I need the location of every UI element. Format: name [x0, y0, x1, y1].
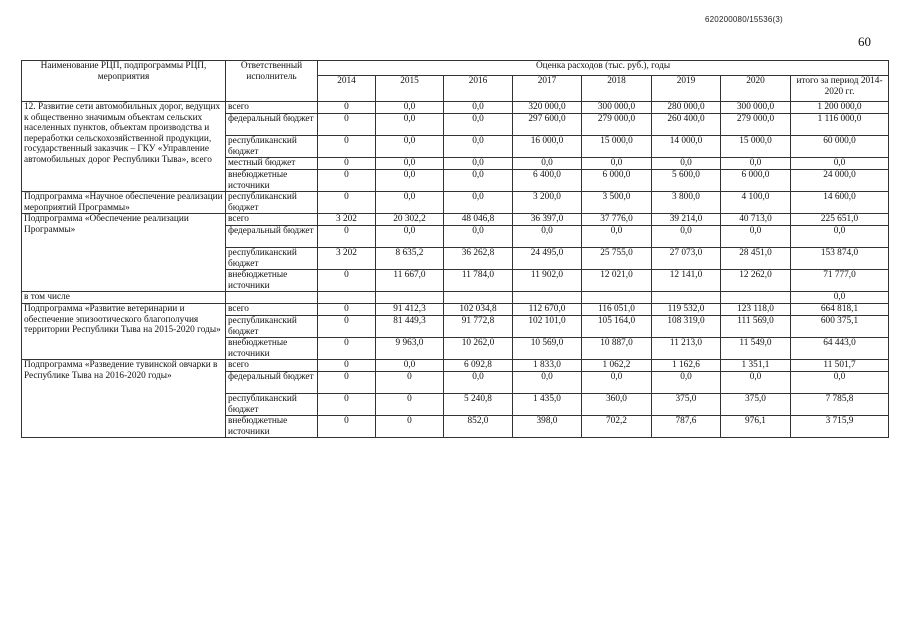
value-cell: 0,0 — [444, 158, 513, 170]
value-cell: 280 000,0 — [652, 102, 721, 114]
value-cell: 0,0 — [444, 136, 513, 158]
value-cell: 10 887,0 — [582, 338, 652, 360]
value-cell: 0 — [318, 114, 376, 136]
executor-cell: всего — [226, 102, 318, 114]
value-cell: 0 — [318, 102, 376, 114]
value-cell: 3 200,0 — [513, 192, 582, 214]
value-cell: 0 — [318, 136, 376, 158]
value-cell: 40 713,0 — [721, 214, 791, 226]
program-name: 12. Развитие сети автомобильных дорог, ведущих к общественно значимым объектам сельских населенных пунктов, объектам производства и переработки сельскохозяйственной продукции, государственный заказчик – ГКУ «Управление автомобильных дорог Республики Тыва», всего — [22, 102, 226, 192]
value-cell: 6 000,0 — [582, 170, 652, 192]
value-cell — [444, 292, 513, 304]
value-cell: 102 101,0 — [513, 316, 582, 338]
table-row — [22, 304, 889, 316]
value-cell — [318, 292, 376, 304]
value-cell: 1 435,0 — [513, 394, 582, 416]
value-cell: 0,0 — [721, 226, 791, 248]
value-cell: 11 784,0 — [444, 270, 513, 292]
value-cell: 375,0 — [652, 394, 721, 416]
header-executor: Ответственный исполнитель — [226, 61, 318, 102]
value-cell: 787,6 — [652, 416, 721, 438]
executor-cell: местный бюджет — [226, 158, 318, 170]
value-cell: 37 776,0 — [582, 214, 652, 226]
value-cell: 10 569,0 — [513, 338, 582, 360]
value-cell: 0,0 — [376, 226, 444, 248]
expenditure-table — [21, 60, 889, 438]
value-cell — [652, 292, 721, 304]
value-cell: 0,0 — [376, 192, 444, 214]
value-cell: 3 202 — [318, 214, 376, 226]
value-cell: 102 034,8 — [444, 304, 513, 316]
value-cell: 1 351,1 — [721, 360, 791, 372]
executor-cell: внебюджетные источники — [226, 170, 318, 192]
header-name: Наименование РЦП, подпрограммы РЦП, мероприятия — [22, 61, 226, 102]
value-cell: 0 — [318, 270, 376, 292]
value-cell: 0,0 — [513, 372, 582, 394]
executor-cell: республиканский бюджет — [226, 248, 318, 270]
value-cell: 28 451,0 — [721, 248, 791, 270]
header-year: 2015 — [376, 76, 444, 102]
page-number: 60 — [858, 34, 871, 49]
value-cell: 112 670,0 — [513, 304, 582, 316]
value-cell: 0,0 — [376, 158, 444, 170]
value-cell: 852,0 — [444, 416, 513, 438]
value-cell: 398,0 — [513, 416, 582, 438]
total-cell: 14 600,0 — [791, 192, 889, 214]
total-cell: 11 501,7 — [791, 360, 889, 372]
value-cell: 108 319,0 — [652, 316, 721, 338]
value-cell: 0,0 — [444, 192, 513, 214]
value-cell: 12 262,0 — [721, 270, 791, 292]
value-cell: 11 213,0 — [652, 338, 721, 360]
program-name: в том числе — [22, 292, 226, 304]
program-name: Подпрограмма «Разведение тувинской овчарки в Республике Тыва на 2016-2020 годы» — [22, 360, 226, 438]
value-cell: 0,0 — [444, 102, 513, 114]
total-cell: 600 375,1 — [791, 316, 889, 338]
value-cell: 0 — [318, 372, 376, 394]
value-cell: 3 500,0 — [582, 192, 652, 214]
value-cell: 360,0 — [582, 394, 652, 416]
value-cell: 0 — [318, 416, 376, 438]
total-cell: 0,0 — [791, 372, 889, 394]
value-cell: 0,0 — [376, 136, 444, 158]
total-cell: 225 651,0 — [791, 214, 889, 226]
value-cell: 0,0 — [444, 170, 513, 192]
value-cell: 91 772,8 — [444, 316, 513, 338]
executor-cell: федеральный бюджет — [226, 114, 318, 136]
total-cell: 71 777,0 — [791, 270, 889, 292]
value-cell: 5 240,8 — [444, 394, 513, 416]
value-cell: 3 202 — [318, 248, 376, 270]
program-name: Подпрограмма «Обеспечение реализации Программы» — [22, 214, 226, 292]
value-cell: 15 000,0 — [582, 136, 652, 158]
value-cell: 6 000,0 — [721, 170, 791, 192]
value-cell: 0,0 — [513, 226, 582, 248]
program-name: Подпрограмма «Научное обеспечение реализации мероприятий Программы» — [22, 192, 226, 214]
value-cell: 0 — [376, 416, 444, 438]
value-cell: 375,0 — [721, 394, 791, 416]
total-cell: 7 785,8 — [791, 394, 889, 416]
header-cost: Оценка расходов (тыс. руб.), годы — [318, 61, 889, 76]
header-year: 2018 — [582, 76, 652, 102]
total-cell: 1 200 000,0 — [791, 102, 889, 114]
value-cell: 11 667,0 — [376, 270, 444, 292]
executor-cell: внебюджетные источники — [226, 416, 318, 438]
table-row — [22, 360, 889, 372]
table-row — [22, 292, 889, 304]
value-cell: 81 449,3 — [376, 316, 444, 338]
value-cell: 0,0 — [444, 372, 513, 394]
value-cell: 300 000,0 — [721, 102, 791, 114]
value-cell: 0,0 — [582, 158, 652, 170]
value-cell: 6 092,8 — [444, 360, 513, 372]
value-cell — [513, 292, 582, 304]
total-cell: 664 818,1 — [791, 304, 889, 316]
total-cell: 3 715,9 — [791, 416, 889, 438]
value-cell: 0,0 — [376, 170, 444, 192]
value-cell: 39 214,0 — [652, 214, 721, 226]
executor-cell — [226, 292, 318, 304]
value-cell: 10 262,0 — [444, 338, 513, 360]
executor-cell: внебюджетные источники — [226, 338, 318, 360]
value-cell: 12 021,0 — [582, 270, 652, 292]
table-row — [22, 102, 889, 114]
value-cell: 15 000,0 — [721, 136, 791, 158]
value-cell: 0 — [318, 394, 376, 416]
value-cell: 0 — [376, 372, 444, 394]
value-cell: 36 262,8 — [444, 248, 513, 270]
value-cell: 0 — [318, 304, 376, 316]
value-cell: 116 051,0 — [582, 304, 652, 316]
executor-cell: республиканский бюджет — [226, 192, 318, 214]
executor-cell: внебюджетные источники — [226, 270, 318, 292]
value-cell: 24 495,0 — [513, 248, 582, 270]
value-cell: 25 755,0 — [582, 248, 652, 270]
value-cell: 0,0 — [376, 102, 444, 114]
value-cell: 0,0 — [652, 226, 721, 248]
value-cell: 27 073,0 — [652, 248, 721, 270]
value-cell: 0 — [318, 338, 376, 360]
executor-cell: федеральный бюджет — [226, 226, 318, 248]
value-cell: 12 141,0 — [652, 270, 721, 292]
value-cell — [376, 292, 444, 304]
value-cell: 0 — [318, 158, 376, 170]
value-cell: 4 100,0 — [721, 192, 791, 214]
value-cell: 0 — [318, 360, 376, 372]
value-cell: 0,0 — [444, 114, 513, 136]
value-cell: 279 000,0 — [721, 114, 791, 136]
value-cell: 0,0 — [652, 158, 721, 170]
value-cell: 260 400,0 — [652, 114, 721, 136]
header-total: итого за период 2014-2020 гг. — [791, 76, 889, 102]
value-cell — [582, 292, 652, 304]
value-cell: 105 164,0 — [582, 316, 652, 338]
table-body — [22, 102, 889, 438]
value-cell: 1 162,6 — [652, 360, 721, 372]
value-cell: 11 902,0 — [513, 270, 582, 292]
header-year: 2019 — [652, 76, 721, 102]
value-cell: 320 000,0 — [513, 102, 582, 114]
value-cell: 0,0 — [582, 372, 652, 394]
value-cell: 0 — [318, 170, 376, 192]
value-cell: 16 000,0 — [513, 136, 582, 158]
value-cell: 1 833,0 — [513, 360, 582, 372]
value-cell: 976,1 — [721, 416, 791, 438]
value-cell: 0 — [318, 316, 376, 338]
value-cell: 0,0 — [444, 226, 513, 248]
value-cell: 0 — [376, 394, 444, 416]
total-cell: 0,0 — [791, 226, 889, 248]
value-cell: 14 000,0 — [652, 136, 721, 158]
value-cell: 6 400,0 — [513, 170, 582, 192]
total-cell: 24 000,0 — [791, 170, 889, 192]
value-cell: 20 302,2 — [376, 214, 444, 226]
value-cell: 0 — [318, 226, 376, 248]
executor-cell: республиканский бюджет — [226, 394, 318, 416]
value-cell: 297 600,0 — [513, 114, 582, 136]
value-cell: 0,0 — [721, 158, 791, 170]
value-cell: 48 046,8 — [444, 214, 513, 226]
value-cell: 702,2 — [582, 416, 652, 438]
value-cell: 0,0 — [582, 226, 652, 248]
value-cell: 0,0 — [376, 114, 444, 136]
value-cell: 11 549,0 — [721, 338, 791, 360]
value-cell: 8 635,2 — [376, 248, 444, 270]
executor-cell: всего — [226, 214, 318, 226]
value-cell: 0,0 — [721, 372, 791, 394]
value-cell: 111 569,0 — [721, 316, 791, 338]
table-row — [22, 192, 889, 214]
total-cell: 64 443,0 — [791, 338, 889, 360]
value-cell: 3 800,0 — [652, 192, 721, 214]
value-cell: 0,0 — [513, 158, 582, 170]
table-row — [22, 214, 889, 226]
value-cell: 0,0 — [376, 360, 444, 372]
header-year: 2014 — [318, 76, 376, 102]
program-name: Подпрограмма «Развитие ветеринарии и обеспечение эпизоотического благополучия территории Республики Тыва на 2015-2020 годы» — [22, 304, 226, 360]
value-cell — [721, 292, 791, 304]
value-cell: 123 118,0 — [721, 304, 791, 316]
value-cell: 119 532,0 — [652, 304, 721, 316]
executor-cell: республиканский бюджет — [226, 316, 318, 338]
executor-cell: всего — [226, 360, 318, 372]
header-year: 2020 — [721, 76, 791, 102]
executor-cell: федеральный бюджет — [226, 372, 318, 394]
value-cell: 36 397,0 — [513, 214, 582, 226]
value-cell: 279 000,0 — [582, 114, 652, 136]
total-cell: 0,0 — [791, 292, 889, 304]
document-id: 620200080/15536(3) — [705, 15, 783, 24]
value-cell: 0,0 — [652, 372, 721, 394]
value-cell: 0 — [318, 192, 376, 214]
value-cell: 9 963,0 — [376, 338, 444, 360]
total-cell: 60 000,0 — [791, 136, 889, 158]
header-year: 2016 — [444, 76, 513, 102]
value-cell: 300 000,0 — [582, 102, 652, 114]
header-year: 2017 — [513, 76, 582, 102]
total-cell: 153 874,0 — [791, 248, 889, 270]
total-cell: 1 116 000,0 — [791, 114, 889, 136]
executor-cell: всего — [226, 304, 318, 316]
value-cell: 1 062,2 — [582, 360, 652, 372]
total-cell: 0,0 — [791, 158, 889, 170]
executor-cell: республиканский бюджет — [226, 136, 318, 158]
value-cell: 5 600,0 — [652, 170, 721, 192]
value-cell: 91 412,3 — [376, 304, 444, 316]
